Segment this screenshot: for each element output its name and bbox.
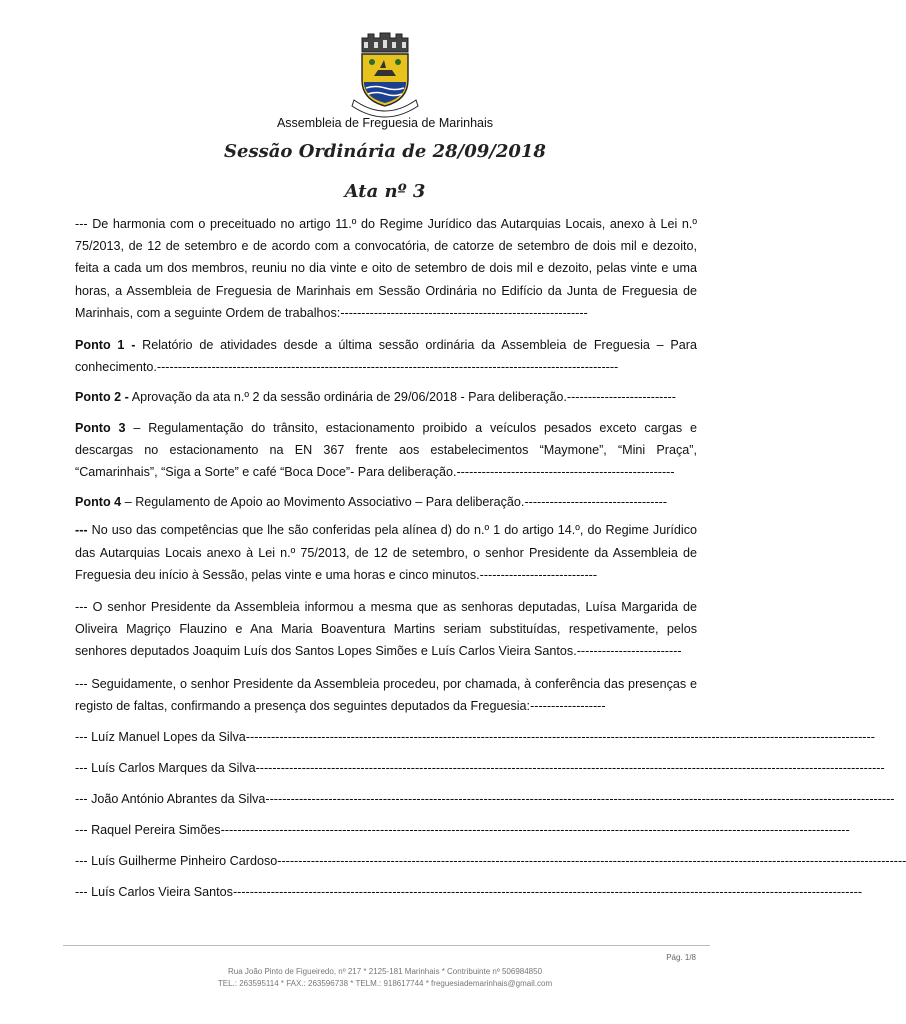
attendee-line: --- Luíz Manuel Lopes da Silva ------------------------------------------------------------------------------------------------------------------------------------------------------ [75,730,875,745]
attendee-line: --- Luís Carlos Vieira Santos ------------------------------------------------------------------------------------------------------------------------------------------------------ [75,885,863,900]
footer-divider [63,945,710,946]
point-label: Ponto 4 [75,495,122,510]
point-text: Aprovação da ata n.º 2 da sessão ordinária de 29/06/2018 - Para deliberação. [131,390,567,405]
point-text: – Regulamentação do trânsito, estacionamento proibido a veículos pesados exceto cargas e descargas no estacionamento na EN 367 frente aos estabelecimentos “Maymone”, “Mini Praça”, “Camarinhais”, “Siga a Sorte” e café “Boca Doce”- Para deliberação. [75,420,697,480]
attendee-line: --- Luís Guilherme Pinheiro Cardoso ------------------------------------------------------------------------------------------------------------------------------------------------------ [75,854,906,869]
agenda-point-3 [75,417,697,484]
footer-contacts: TEL.: 263595114 * FAX.: 263596738 * TELM.: 918617744 * freguesiademarinhais@gmail.com [217,979,553,988]
opening-paragraph: --- No uso das competências que lhe são conferidas pela alínea d) do n.º 1 do artigo 14.º, do Regime Jurídico das Autarquias Locais anexo à Lei n.º 75/2013, de 12 de setembro, o senhor Presidente da Assembleia de Freguesia deu início à Sessão, pelas vinte e uma horas e cinco minutos.---------------------------- [75,523,698,582]
dash-fill: ---------------------------------------------------- [456,465,675,480]
agenda-point-2 [75,386,697,408]
point-text: Relatório de atividades desde a última sessão ordinária da Assembleia de Freguesia – Para conhecimento. [75,338,697,375]
roll-call-paragraph: --- Seguidamente, o senhor Presidente da Assembleia procedeu, por chamada, à conferência das presenças e registo de faltas, confirmando a presença dos seguintes deputados da Freguesia:------------------ [75,676,697,713]
dash-fill: ---------------------------- [479,567,598,582]
substitutions-paragraph: --- O senhor Presidente da Assembleia informou a mesma que as senhoras deputadas, Luísa Margarida de Oliveira Magriço Flauzino e Ana Maria Boaventura Martins seriam substituídas, respetivamente, pelos senhores deputados Joaquim Luís dos Santos Lopes Simões e Luís Carlos Vieira Santos.------------------------- [75,600,697,659]
intro-paragraph: --- De harmonia com o preceituado no artigo 11.º do Regime Jurídico das Autarquias Locais, anexo à Lei n.º 75/2013, de 12 de setembro e de acordo com a convocatória, de catorze de setembro de dois mil e dezoito, feita a cada um dos membros, reuniu no dia vinte e oito de setembro de dois mil e dezoito, pelas vinte e uma horas, a Assembleia de Freguesia de Marinhais em Sessão Ordinária no Edifício da Junta de Freguesia de Marinhais, com a seguinte Ordem de trabalhos:----------------------------------------------------------- [75,217,697,320]
organization-name: Assembleia de Freguesia de Marinhais [276,116,494,130]
attendee-line: --- Luís Carlos Marques da Silva ------------------------------------------------------------------------------------------------------------------------------------------------------ [75,761,885,776]
dash-fill: ------------------------- [576,644,682,659]
point-text: – Regulamento de Apoio ao Movimento Associativo – Para deliberação. [124,495,525,510]
agenda-point-1 [75,334,697,378]
minutes-body [75,213,906,903]
dash-fill: ---------------------------------- [524,495,668,510]
page-number: Pág. 1/8 [666,953,696,962]
point-label: Ponto 3 [75,420,126,435]
point-label: Ponto 2 - [75,390,129,405]
minutes-title: Ata nº 3 [344,181,426,202]
attendee-line: --- Raquel Pereira Simões ------------------------------------------------------------------------------------------------------------------------------------------------------ [75,823,850,838]
dash-fill: ------------------ [530,698,606,713]
attendee-line: --- João António Abrantes da Silva ------------------------------------------------------------------------------------------------------------------------------------------------------ [75,792,895,807]
footer-address: Rua João Pinto de Figueiredo, nº 217 * 2125-181 Marinhais * Contribuinte nº 506984850 [227,967,543,976]
agenda-point-4 [75,491,697,513]
dash-fill: -------------------------- [566,390,676,405]
dash-fill: ----------------------------------------------------------- [340,305,588,320]
point-label: Ponto 1 - [75,338,136,353]
crest-logo [340,30,430,118]
dash-fill: -------------------------------------------------------------------------------------------------------------- [156,360,619,375]
opening-lead: --- [75,523,88,538]
session-title: Sessão Ordinária de 28/09/2018 [224,141,546,162]
